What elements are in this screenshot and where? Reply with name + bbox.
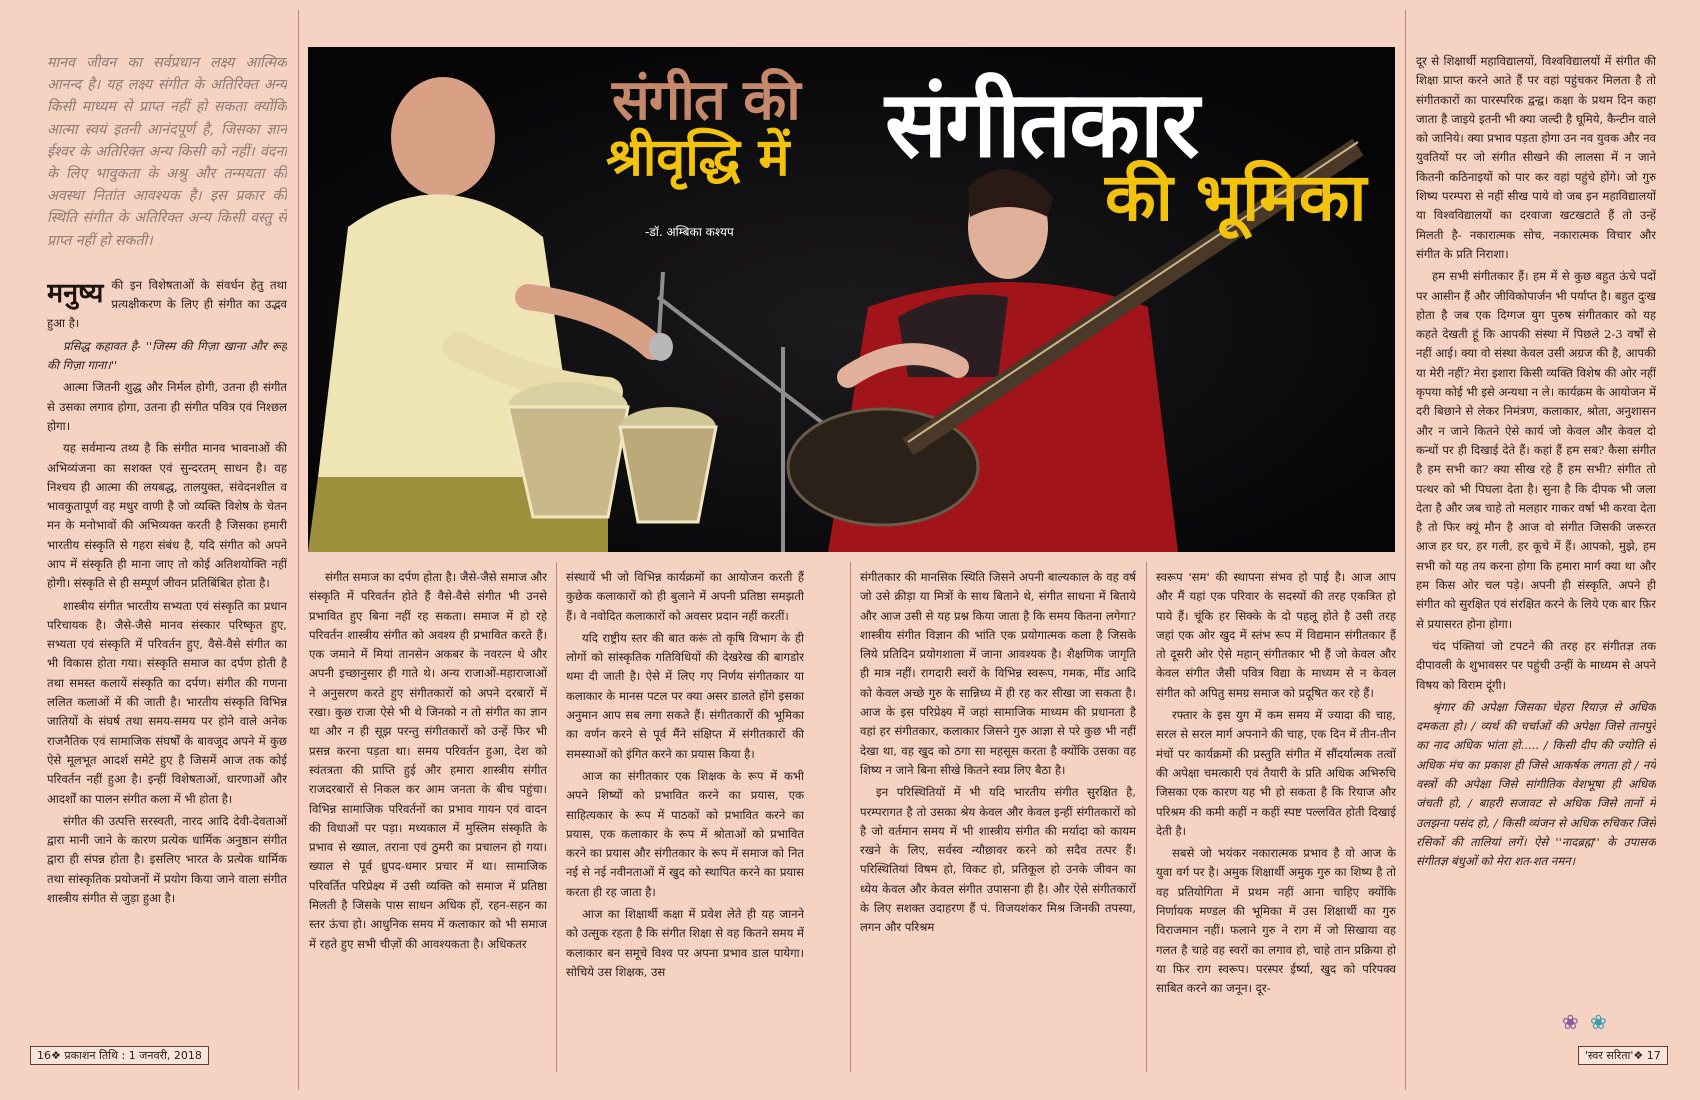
column-2 <box>309 568 547 1048</box>
musicians-illustration <box>308 47 1395 552</box>
column-6 <box>1416 52 1656 1017</box>
column-4 <box>860 568 1136 1048</box>
paragraph: चंद पंक्तियां जो टपटने की तरह हर संगीतज्ञ तक दीपावली के शुभावसर पर पहुंची उन्हीं के माध्यम से अपने विषय को विराम दूंगी। <box>1416 638 1656 692</box>
paragraph: संगीतकार की मानसिक स्थिति जिसने अपनी बाल्यकाल के वह वर्ष जो उसे क्रीड़ा या मित्रों के साथ बिताने थे, संगीत साधना में बिताये और आज उसी से यह प्रश्न किया जाता है कि समय कितना लगेगा? शास्त्रीय संगीत विज्ञान की भांति एक प्रयोगात्मक कला है जिसके लिये प्रतिदिन प्रयोगशाला में जाना आवश्यक है। शैक्षणिक जागृति ही मात्र नहीं। रागदारी स्वरों के विभिन्न स्वरूप, गमक, मींड आदि को केवल अच्छे गुरु के सान्निध्य में ही रह कर सीखा जा सकता है। आज के इस परिप्रेक्ष्य में जहां सामाजिक माध्यम की प्रधानता है वहां हर संगीतकार, कलाकार जिसने गुरु आज्ञा से परे कुछ भी नहीं देखा था, वह खुद को ठगा सा महसूस करता है क्योंकि उसका वह शिष्य न जाने बिना सीखे कितने स्वप्न लिए बैठा है। <box>860 570 1136 777</box>
paragraph: यह सर्वमान्य तथ्य है कि संगीत मानव भावनाओं की अभिव्यंजना का सशक्त एवं सुन्दरतम् साधन है। वह निश्चय ही आत्मा की लयबद्ध, तालयुक्त, संवेदनशील व भावकुतापूर्ण वह मधुर वाणी है जो व्यक्ति विशेष के चेतन मन के मनोभावों की अभिव्यक्त करती है जिसका हमारी भारतीय संस्कृति से गहरा संबंध है, यदि संगीत को अपने आप में संस्कृति ही माना जाए तो कोई अतिशयोक्ति नहीं होगी। संस्कृति से ही सम्पूर्ण जीवन प्रतिबिंबित होता है। <box>47 441 287 591</box>
author-byline: -डॉ. अम्बिका कश्यप <box>645 225 734 239</box>
paragraph: संगीत की उत्पत्ति सरस्वती, नारद आदि देवी-देवताओं द्वारा मानी जाने के कारण प्रत्येक धार्मिक अनुष्ठान संगीत द्वारा ही संपन्न होता है। इसलिए भारत के प्रत्येक धार्मिक तथा सांस्कृतिक प्रयोजनों में प्रयोग किया जाने वाला संगीत शास्त्रीय संगीत से जुड़ा हुआ है। <box>47 813 287 906</box>
headline-part-1: संगीत की <box>612 68 800 133</box>
column-1 <box>47 52 287 1042</box>
lead-paragraph-text: की इन विशेषताओं के संवर्धन हेतु तथा प्रत्यक्षीकरण के लिए ही संगीत का उद्भव हुआ है। <box>47 277 287 331</box>
right-folio: 'स्वर सरिता'❖ 17 <box>1578 1046 1668 1065</box>
paragraph: आज का संगीतकार एक शिक्षक के रूप में कभी अपने शिष्यों को प्रभावित करने का प्रयास, एक साहित्यकार के रूप में पाठकों को प्रभावित करने का प्रयास, एक कलाकार के रूप में श्रोताओं को प्रभावित करने का प्रयास और संगीतकार के रूप में समाज को नित नई से नई नवीनताओं में खुद को स्थापित करने का प्रयास करता ही रह जाता है। <box>566 768 804 899</box>
column-rule <box>1146 562 1147 1072</box>
paragraph: सबसे जो भयंकर नकारात्मक प्रभाव है वो आज के युवा वर्ग पर है। अमुक शिक्षार्थी अमुक गुरु का शिष्य है तो वह प्रतियोगिता में प्रथम नहीं आना चाहिए क्योंकि निर्णायक मण्डल की भूमिका में उस शिक्षार्थी का गुरु विराजमान नहीं। फलाने गुरु ने राग में जो सिखाया वह गलत है चाहे वह स्वरों का लगाव हो, चाहे तान प्रक्रिया हो या फिर राग स्वरूप। परस्पर ईर्ष्या, खुद को परिपक्व साबित करने का जनून। दूर- <box>1156 846 1396 996</box>
paragraph: रफ्तार के इस युग में कम समय में ज्यादा की चाह, सरल से सरल मार्ग अपनाने की चाह, एक दिन में तीन-तीन मंचों पर कार्यक्रमों की प्रस्तुति संगीत में सौंदर्यात्मक तत्वों की अपेक्षा चमत्कारी एवं तैयारी के प्रति अधिक अभिरुचि जिसका एक कारण यह भी हो सकता है कि रियाज और परिश्रम की कमी कहीं न कहीं स्पष्ट पल्लवित होती दिखाई देती है। <box>1156 708 1396 838</box>
column-rule <box>556 562 557 1072</box>
paragraph: संगीत समाज का दर्पण होता है। जैसे-जैसे समाज और संस्कृति में परिवर्तन होते हैं वैसे-वैसे संगीत भी उनसे प्रभावित हुए बिना नहीं रह सकता। समाज में हो रहे परिवर्तन शास्त्रीय संगीत को अवश्य ही प्रभावित करते हैं। एक जमाने में मियां तानसेन अकबर के नवरत्न थे और अपनी इच्छानुसार ही गाते थे। अन्य राजाओं-महाराजाओं ने अनुसरण करते हुए संगीतकारों को अपने दरबारों में रखा। कुछ राजा ऐसे भी थे जिनको न तो संगीत का ज्ञान था और न ही सूझ परन्तु संगीतकारों को उन्हें फिर भी प्रसन्न करना पड़ता था। समय परिवर्तन हुआ, देश को स्वंतत्रता की प्राप्ति हुई और हमारा शास्त्रीय संगीत राजदरबारों से निकल कर आम जनता के बीच पहुंचा। विभिन्न सामाजिक परिवर्तनों का प्रभाव गायन एवं वादन की विधाओं पर पड़ा। मध्यकाल में मुस्लिम संस्कृति के प्रभाव से ख्याल, तराना एवं ठुमरी का प्रचालन हो गया। ख्याल से पूर्व ध्रुपद-धमार प्रचार में था। सामाजिक परिवर्तित परिप्रेक्ष्य में उसी व्यक्ति को समाज में प्रतिष्ठा मिलती है जिसके पास साधन अधिक हों, रहन-सहन का स्तर ऊंचा हो। आधुनिक समय में कलाकार को भी समाज में रहते हुए सभी चीज़ों की आवश्यकता है। अधिकतर <box>309 570 547 951</box>
paragraph: शास्त्रीय संगीत भारतीय सभ्यता एवं संस्कृति का प्रधान परिचायक है। जैसे-जैसे मानव संस्कार परिष्कृत हुए, सभ्यता एवं संस्कृति में परिवर्तन हुए, वैसे-वैसे संगीत का भी विकास होता गया। संस्कृति समाज का दर्पण होती है तथा समस्त कलायें संस्कृति का दर्पण। संगीत की गणना ललित कलाओं में की जाती है। भारतीय संस्कृति विभिन्न जातियों के संघर्ष तथा समय-समय पर होने वाले अनेक राजनैतिक एवं सामाजिक संघर्षों के बावजूद अपने में कुछ ऐसे मूलभूत आदर्श समेटे हुए है जिसमें आज तक कोई परिवर्तन नहीं हुआ है। इन्हीं विशेषताओं, धारणाओं और आदर्शों का पालन संगीत कला में भी होता है। <box>47 598 287 806</box>
paragraph: हम सभी संगीतकार हैं। हम में से कुछ बहुत ऊंचे पदों पर आसीन हैं और जीविकोपार्जन भी पर्याप्त है। बहुत दुःख होता है जब एक दिग्गज युग पुरुष संगीतकार को यह कहते देखती हूं कि आपकी संस्था में पिछले 2-3 वर्षों से नहीं आई। क्या वो संस्था केवल उसी अग्रज की है, आपकी या मेरी नहीं? मेरा इशारा किसी व्यक्ति विशेष की ओर नहीं कृपया कोई भी इसे अन्यथा न ले। कार्यक्रम के आयोजन में दरी बिछाने से लेकर निमंत्रण, कलाकार, श्रोता, अनुशासन और न जाने कितने ऐसे कार्य जो केवल और केवल दो कन्धों पर ही दिखाई देते हैं। कहां हैं हम सब? कैसा संगीत है हम सभी का? क्या सीख रहे हैं हम सभी? संगीत तो पत्थर को भी पिघला देता है। सुना है कि दीपक भी जला देता है और जब चाहे तो मलहार गाकर वर्षा भी करवा देता है तो फिर क्यूं मौन है आज वो संगीत जिसकी जरूरत आज हर घर, हर गली, हर कूचे में हैं। आपको, मुझे, हम सभी को यह तय करना होगा कि हमारा मार्ग क्या था और हम किस ओर चल पड़े। अपनी ही संस्कृति, अपने ही संगीत को सुरक्षित एवं संरक्षित करने के लिये एक बार फ़िर से प्रयासरत होना होगा। <box>1416 269 1656 631</box>
hero-photo <box>308 47 1395 552</box>
drop-cap-word: मनुष्य <box>47 277 104 309</box>
paragraph: इन परिस्थितियों में भी यदि भारतीय संगीत सुरक्षित है, परम्परागत है तो उसका श्रेय केवल और केवल इन्हीं संगीतकारों को है जो वर्तमान समय में भी शास्त्रीय संगीत की मर्यादा को कायम रखने के लिए, सर्वस्व न्यौछावर करने को सदैव तत्पर हैं। परिस्थितियां विषम हो, विकट हो, प्रतिकूल हो उनके जीवन का ध्येय केवल और केवल संगीत उपासना ही है। और ऐसे संगीतकारों के लिए सशक्त उदाहरण हैं पं. विजयशंकर मिश्र जिनकी तपस्या, लगन और परिश्रम <box>860 785 1136 935</box>
headline-part-3: संगीतकार <box>885 71 1198 178</box>
paragraph: स्वरूप 'सम' की स्थापना संभव हो पाई है। आज आप और मैं यहां एक परिवार के सदस्यों की तरह एकत्रित हो पाये हैं। चूंकि हर सिक्के के दो पहलू होते है उसी तरह जहां एक ओर खुद में स्तंभ रूप में विद्यमान संगीतकार हैं तो दूसरी ओर ऐसे महान् संगीतकार भी हैं जो केवल और केवल संगीत जैसी पवित्र विद्या के माध्यम से न केवल संगीत को अपितु समग्र समाज को प्रदूषित कर रहे हैं। <box>1156 570 1396 700</box>
paragraph: आत्मा जितनी शुद्ध और निर्मल होगी, उतना ही संगीत से उसका लगाव होगा, उतना ही संगीत पवित्र एवं निश्छल होगा। <box>47 380 287 433</box>
poem: श्रृंगार की अपेक्षा जिसका चेहरा रियाज़ से अधिक दमकता हो। / व्यर्थ की चर्चाओं की अपेक्षा जिसे तानपुरे का नाद अधिक भांता हो..... / किसी दीप की ज्योति से अधिक मंच का प्रकाश ही जिसे आकर्षक लगता हो / नये वस्त्रों की अपेक्षा जिसे सांगीतिक वेशभूषा ही अधिक जंचती हो, / बाहरी सजावट से अधिक जिसे तानों में उलझना पसंद हो, / किसी व्यंजन से अधिक रुचिकर जिसे रसिकों की तालियां लगें। ऐसे ''नादब्रह्म'' के उपासक संगीतज्ञ बंधुओं को मेरा शत-शत नमन। <box>1416 699 1656 869</box>
paragraph: दूर से शिक्षार्थी महाविद्यालयों, विश्वविद्यालयों में संगीत की शिक्षा प्राप्त करने आते हैं पर वहां पहुंचकर मिलता है तो संगीतकारों का पारस्परिक द्वन्द्व। कक्षा के प्रथम दिन कहा जाता है जाइये इतनी भी क्या जल्दी है घूमिये, कैन्टीन वाले को जानिये। क्या प्रभाव पड़ता होगा उन नव युवक और नव युवतियों पर जो संगीत सीखने की लालसा में न जाने कितनी कठिनाइयों को पार कर वहां पहुंचे होंगे। जो गुरु शिष्य परम्परा से नहीं सीख पाये वो जब इन महाविद्यालयों या विश्वविद्यालयों का दरवाजा खटखटाते हैं तो उन्हें मिलती है- नकारात्मक सोच, नकारात्मक विचार और संगीत के प्रति निराशा। <box>1416 54 1656 261</box>
pull-quote: मानव जीवन का सर्वप्रधान लक्ष्य आत्मिक आनन्द है। यह लक्ष्य संगीत के अतिरिक्त अन्य किसी माध्यम से प्राप्त नहीं हो सकता क्योंकि आत्मा स्वयं इतनी आनंदपूर्ण है, जिसका ज्ञान ईश्वर के अतिरिक्त अन्य किसी को नहीं। वंदना के लिए भावुकता के अश्रु और तन्मयता की अवस्था नितांत आवश्यक है। इस प्रकार की स्थिति संगीत के अतिरिक्त अन्य किसी वस्तु से प्राप्त नहीं हो सकती। <box>47 55 287 249</box>
flower-icon-teal: ❀ <box>1590 1010 1607 1034</box>
column-rule <box>1405 10 1406 1090</box>
left-folio: 16❖ प्रकाशन तिथि : 1 जनवरी, 2018 <box>30 1046 209 1065</box>
headline-part-2: श्रीवृद्धि में <box>606 128 790 188</box>
column-rule <box>298 10 299 1090</box>
lead-paragraph <box>47 276 287 334</box>
column-5 <box>1156 568 1396 1048</box>
headline-part-4: की भूमिका <box>1105 159 1367 236</box>
flower-icon-purple: ❀ <box>1562 1010 1579 1034</box>
paragraph: प्रसिद्ध कहावत है- ''जिस्म की गिज़ा खाना और रूह की गिज़ा गाना।'' <box>47 338 287 373</box>
paragraph: आज का शिक्षार्थी कक्षा में प्रवेश लेते ही यह जानने को उत्सुक रहता है कि संगीत शिक्षा से वह कितने समय में कलाकार बन समूचे विश्व पर अपना प्रभाव डाल पायेगा। सोचिये उस शिक्षक, उस <box>566 907 804 979</box>
column-rule <box>850 562 851 1072</box>
paragraph: संस्थायें भी जो विभिन्न कार्यक्रमों का आयोजन करती हैं कुछेक कलाकारों को ही बुलाने में अपनी प्रतिष्ठा समझती हैं। वे नवोदित कलाकारों को अवसर प्रदान नहीं करतीं। <box>566 570 804 623</box>
column-3 <box>566 568 804 1048</box>
paragraph: यदि राष्ट्रीय स्तर की बात करूं तो कृषि विभाग के ही लोगों को सांस्कृतिक गतिविधियों की देखरेख की बागडोर थमा दी जाती है। ऐसे में लिए गए निर्णय संगीतकार या कलाकार के मानस पटल पर क्या असर डालते होंगे इसका अनुमान आप सब लगा सकते हैं। संगीतकारों की भूमिका का वर्णन करने से पूर्व मैंने संक्षिप्त में संगीतकारों की समस्याओं को इंगित करने का प्रयास किया है। <box>566 630 804 761</box>
